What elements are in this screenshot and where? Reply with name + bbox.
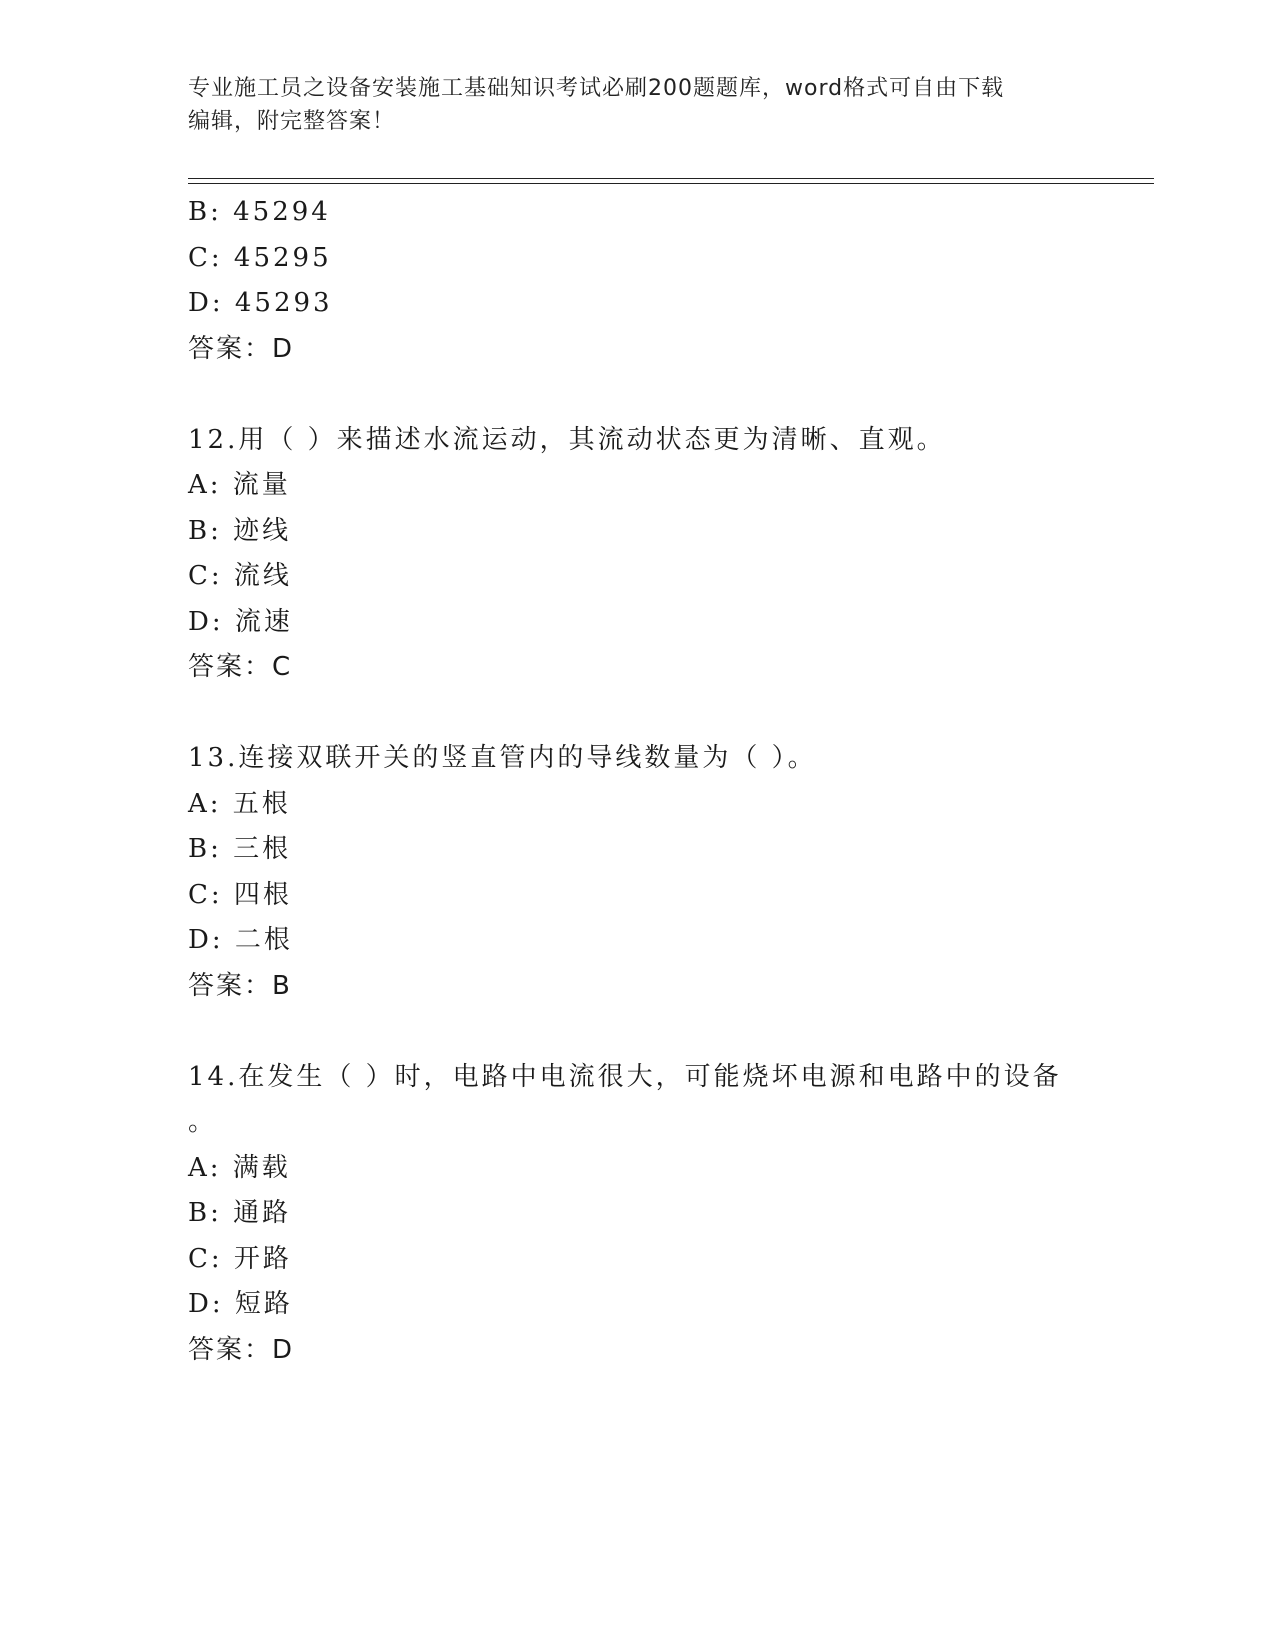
spacer xyxy=(188,691,1088,737)
option-d: D: 二根 xyxy=(188,925,293,955)
question-12 xyxy=(188,418,1088,691)
option-b: B: 迹线 xyxy=(188,515,292,546)
option-c: C: 45295 xyxy=(188,242,332,273)
option-b: B: 通路 xyxy=(188,1198,292,1228)
answer-line: 答案：B xyxy=(188,970,292,1001)
question-list xyxy=(188,190,1088,1373)
option-d: D: 短路 xyxy=(188,1289,293,1319)
option-d: D: 流速 xyxy=(188,606,293,637)
option-d: D: 45293 xyxy=(188,288,333,318)
spacer xyxy=(188,372,1088,418)
option-c: C: 四根 xyxy=(188,879,292,910)
option-b: B: 45294 xyxy=(188,197,331,227)
header-divider-top xyxy=(188,178,1154,179)
header-line-2: 编辑，附完整答案！ xyxy=(188,109,396,134)
option-c: C: 开路 xyxy=(188,1243,292,1274)
page-header xyxy=(188,72,1068,138)
option-b: B: 三根 xyxy=(188,834,292,864)
answer-line: 答案：D xyxy=(188,333,295,364)
header-divider-bottom xyxy=(188,183,1154,184)
question-stem: 13.连接双联开关的竖直管内的导线数量为（ ）。 xyxy=(188,743,817,773)
question-stem: 14.在发生（ ）时，电路中电流很大，可能烧坏电源和电路中的设备 xyxy=(188,1061,1062,1092)
option-c: C: 流线 xyxy=(188,561,292,591)
option-a: A: 流量 xyxy=(188,470,291,500)
question-14 xyxy=(188,1055,1088,1374)
question-13 xyxy=(188,736,1088,1009)
question-stem: 12.用（ ）来描述水流运动，其流动状态更为清晰、直观。 xyxy=(188,424,946,455)
answer-line: 答案：C xyxy=(188,652,293,682)
header-line-1: 专业施工员之设备安装施工基础知识考试必刷200题题库，word格式可自由下载 xyxy=(188,76,1005,101)
option-a: A: 五根 xyxy=(188,788,291,819)
spacer xyxy=(188,1009,1088,1055)
option-a: A: 满载 xyxy=(188,1152,291,1183)
question-11-continuation xyxy=(188,190,1088,372)
question-stem-continuation: 。 xyxy=(188,1107,218,1137)
answer-line: 答案：D xyxy=(188,1334,295,1365)
